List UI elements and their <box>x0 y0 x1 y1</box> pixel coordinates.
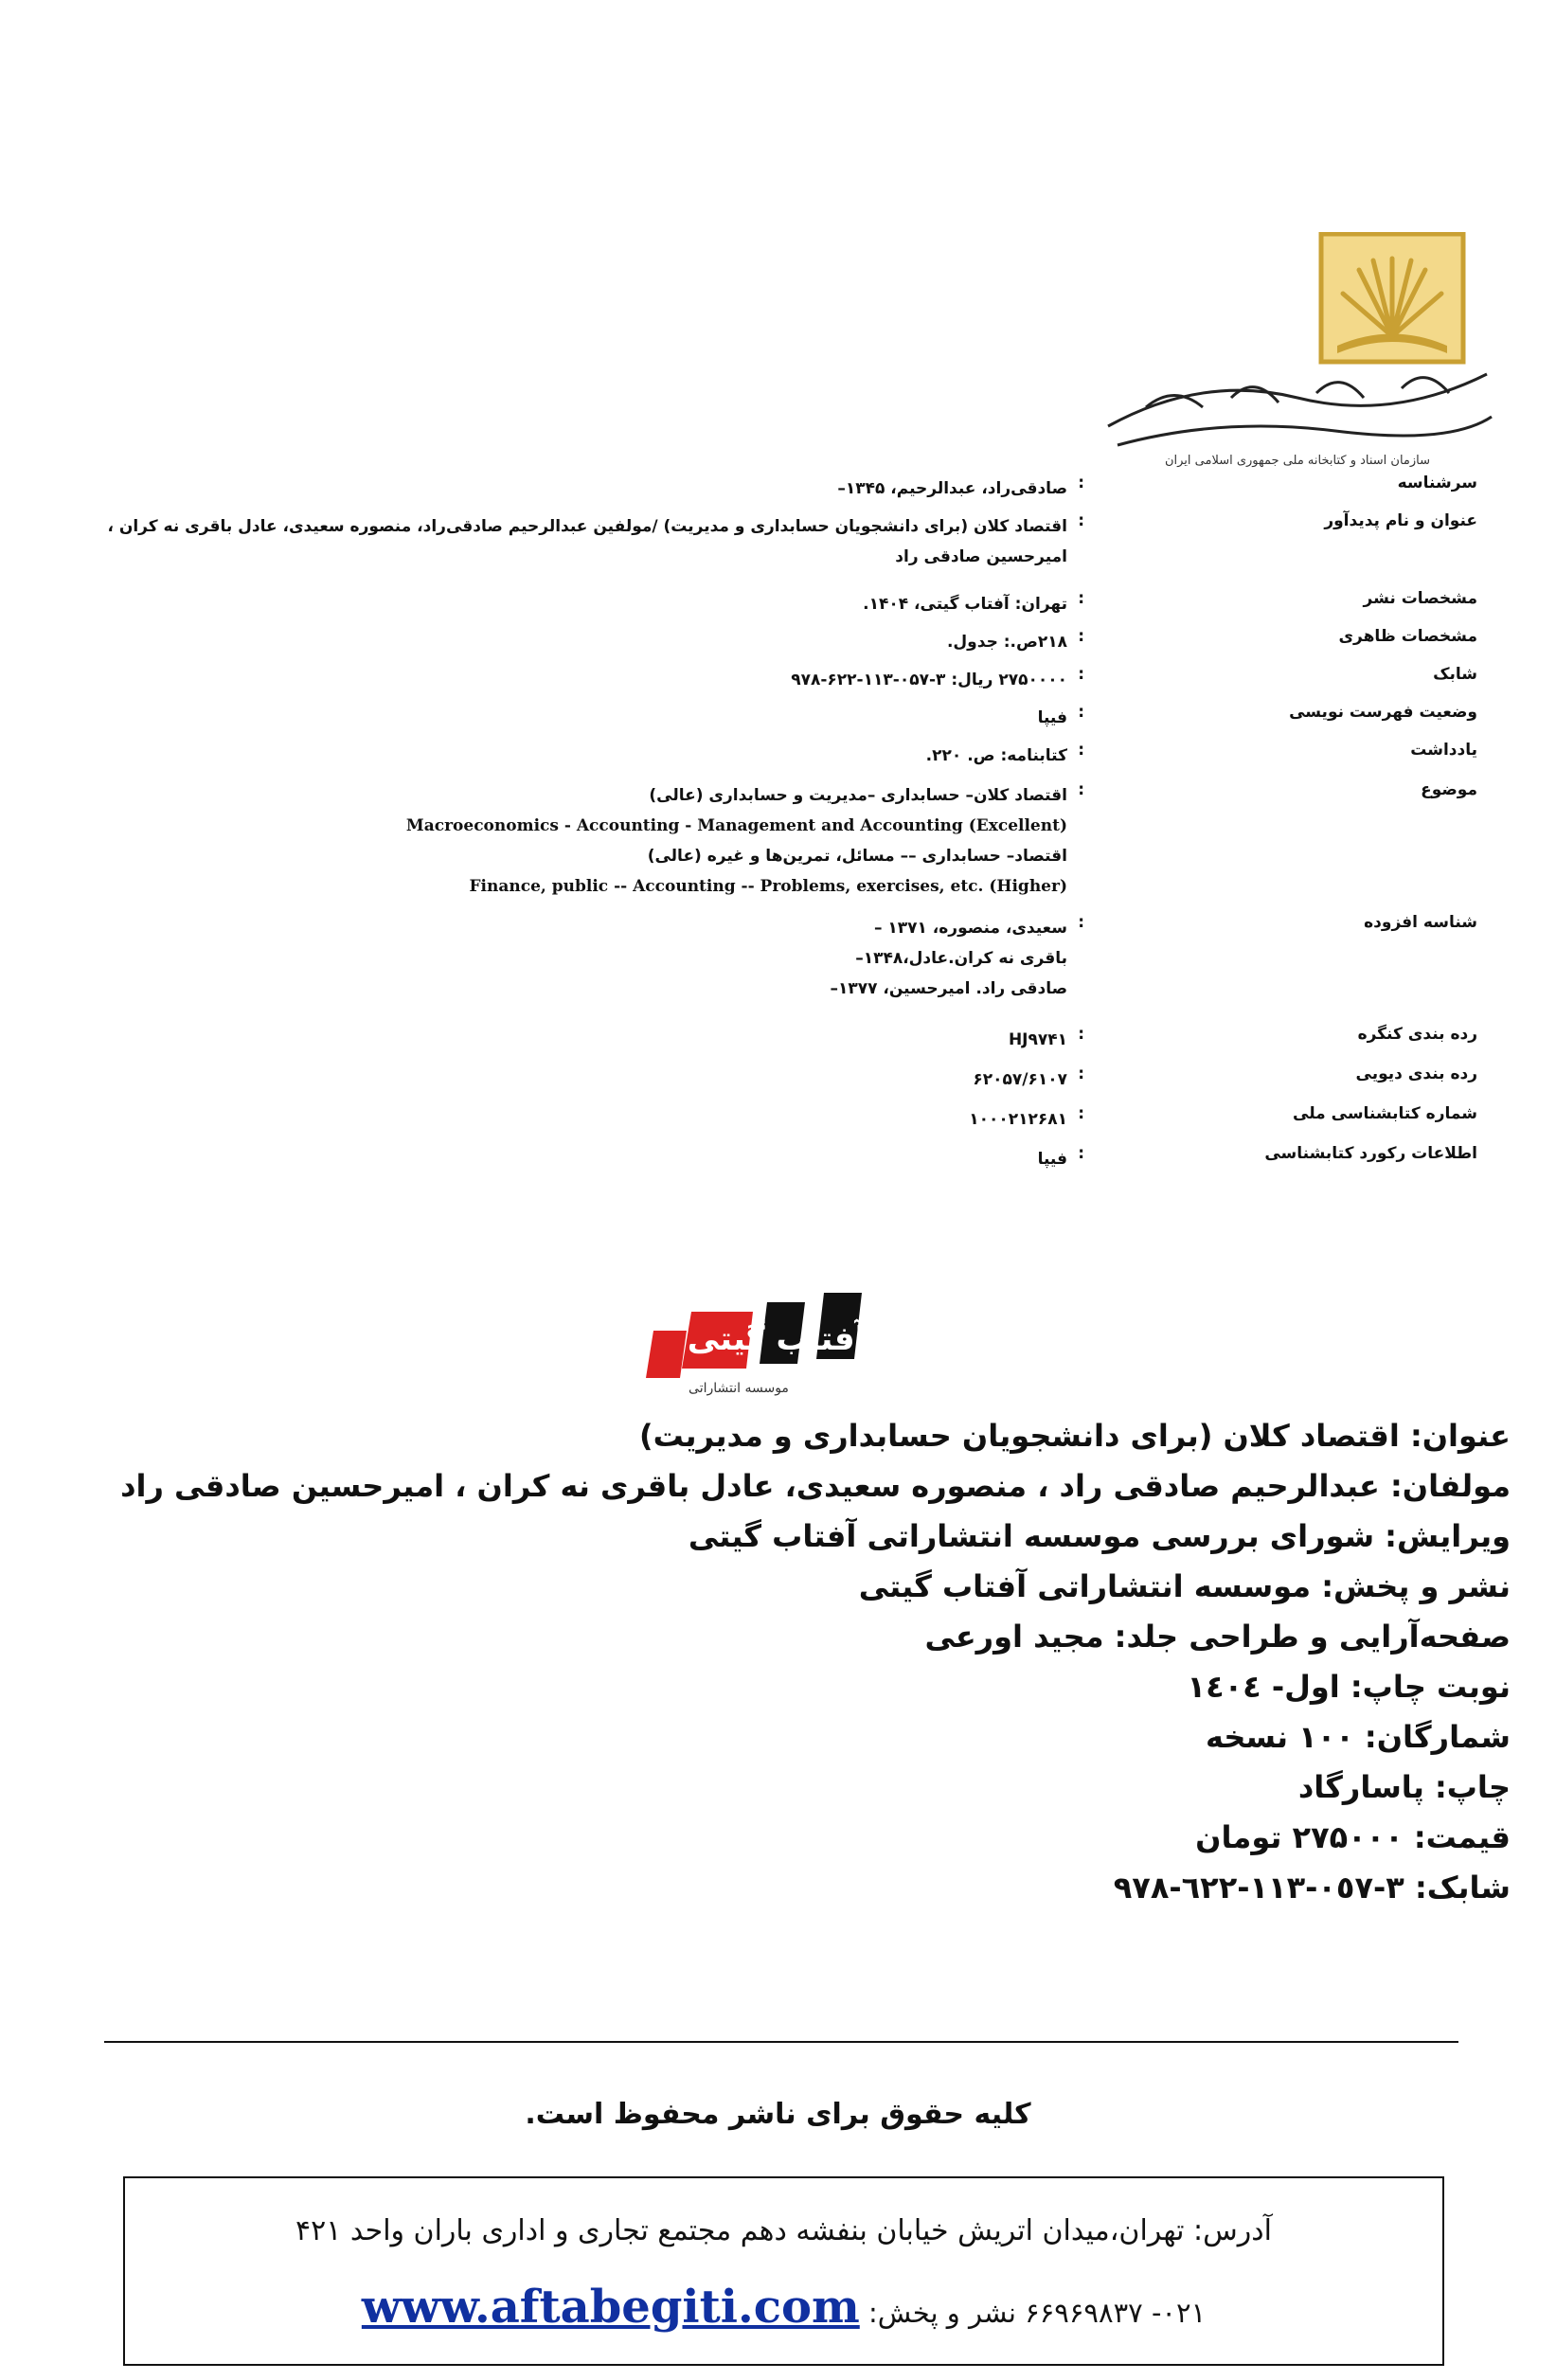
added-entry-line: صادقی راد. امیرحسین، ۱۳۷۷– <box>830 979 1067 998</box>
catalog-value: ۱۰۰۰۲۱۲۶۸۱ <box>969 1110 1067 1129</box>
detail-print-run: شمارگان: ١٠٠ نسخه <box>1205 1719 1511 1755</box>
catalog-label: اطلاعات رکورد کتابشناسی <box>1264 1144 1477 1163</box>
distribution-label: نشر و پخش: <box>867 2297 1016 2329</box>
catalog-colon: : <box>1078 703 1084 722</box>
catalog-label: مشخصات ظاهری <box>1338 627 1477 646</box>
catalog-row-physical <box>66 627 1487 665</box>
added-entry-line: باقری نه کران.عادل،۱۳۴۸– <box>855 949 1067 968</box>
catalog-label: رده بندی کنگره <box>1357 1025 1477 1044</box>
subject-line: اقتصاد کلان– حسابداری –مدیریت و حسابداری (عالی) <box>649 786 1067 805</box>
contact-line <box>125 2281 1442 2334</box>
copyright-notice: کلیه حقوق برای ناشر محفوظ است. <box>525 2098 1031 2131</box>
library-calligraphy <box>1108 374 1492 445</box>
publisher-logo <box>635 1274 919 1397</box>
detail-price: قیمت: ۲۷۵۰۰۰ تومان <box>1195 1819 1511 1855</box>
catalog-row-record-info <box>66 1144 1487 1184</box>
svg-text:سازمان اسناد و کتابخانه ملی جم: سازمان اسناد و کتابخانه ملی جمهوری اسلامی ایران <box>1164 454 1431 468</box>
subject-line-latin: Finance, public -- Accounting -- Problems, exercises, etc. (Higher) <box>469 877 1067 896</box>
svg-text:موسسه انتشاراتی: موسسه انتشاراتی <box>689 1381 789 1396</box>
catalog-value: صادقی‌راد، عبدالرحیم، ۱۳۴۵– <box>837 479 1067 498</box>
detail-authors: مولفان: عبدالرحیم صادقی راد ، منصوره سعیدی، عادل باقری نه کران ، امیرحسین صادقی راد <box>120 1468 1511 1504</box>
catalog-label: سرشناسه <box>1397 474 1477 492</box>
catalog-colon: : <box>1078 511 1084 530</box>
catalog-value <box>120 780 1067 902</box>
detail-layout-design: صفحه‌آرایی و طراحی جلد: مجید اورعی <box>924 1619 1511 1655</box>
address-box <box>123 2176 1444 2366</box>
catalog-colon: : <box>1078 1104 1084 1123</box>
catalog-colon: : <box>1078 1144 1084 1163</box>
catalog-value: فیپا <box>1037 1150 1067 1169</box>
subject-line: اقتصاد– حسابداری –– مسائل، تمرین‌ها و غیره (عالی) <box>647 847 1067 866</box>
catalog-colon: : <box>1078 1065 1084 1083</box>
catalog-row-publication <box>66 589 1487 627</box>
website-link[interactable]: www.aftabegiti.com <box>361 2281 860 2334</box>
detail-distribution: نشر و پخش: موسسه انتشاراتی آفتاب گیتی <box>858 1568 1511 1604</box>
catalog-colon: : <box>1078 741 1084 760</box>
catalog-value: تهران: آفتاب گیتی، ۱۴۰۴. <box>863 595 1067 614</box>
catalog-colon: : <box>1078 780 1084 799</box>
catalog-row-subject <box>66 780 1487 913</box>
added-entry-line: سعیدی، منصوره، ۱۳۷۱ – <box>873 919 1067 938</box>
catalog-value: اقتصاد کلان (برای دانشجویان حسابداری و مدیریت) /مولفین عبدالرحیم صادقی‌راد، منصوره سعیدی، عادل باقری نه کران ، امیرحسین صادقی راد <box>107 517 1067 566</box>
national-library-logo <box>1089 232 1506 469</box>
catalog-label: عنوان و نام پدیدآور <box>1324 511 1477 530</box>
address-line: آدرس: تهران،میدان اتریش خیابان بنفشه دهم مجتمع تجاری و اداری باران واحد ۴۲۱ <box>295 2214 1272 2247</box>
catalog-value: ۶۲۰۵۷/۶۱۰۷ <box>973 1070 1067 1089</box>
catalog-record <box>66 474 1487 1184</box>
catalog-colon: : <box>1078 913 1084 932</box>
catalog-value: ۲۷۵۰۰۰۰ ریال: ۳-۰۵۷-۱۱۳-۶۲۲-۹۷۸ <box>791 671 1067 689</box>
catalog-label: رده بندی دیویی <box>1355 1065 1477 1083</box>
catalog-label: شماره کتابشناسی ملی <box>1293 1104 1477 1123</box>
detail-editing: ویرایش: شورای بررسی موسسه انتشاراتی آفتاب گیتی <box>688 1518 1511 1554</box>
catalog-row-author <box>66 474 1487 511</box>
catalog-row-title <box>66 511 1487 589</box>
catalog-value: کتابنامه: ص. ۲۲۰. <box>925 746 1067 765</box>
phone-number: ۰۲۱- ۶۶۹۶۹۸۳۷ <box>1025 2297 1207 2329</box>
catalog-row-note <box>66 741 1487 780</box>
catalog-value: HJ۹۷۴۱ <box>1008 1030 1067 1049</box>
detail-edition: نوبت چاپ: اول- ١٤٠٤ <box>1187 1669 1511 1705</box>
catalog-label: مشخصات نشر <box>1363 589 1477 608</box>
detail-isbn: شابک: ٣-٠٥٧-١١٣-٦٢٢-٩٧٨ <box>1113 1870 1511 1906</box>
catalog-row-national-number <box>66 1104 1487 1144</box>
detail-printer: چاپ: پاسارگاد <box>1297 1769 1511 1805</box>
catalog-row-added-entry <box>66 913 1487 1025</box>
catalog-colon: : <box>1078 589 1084 608</box>
detail-title: عنوان: اقتصاد کلان (برای دانشجویان حسابداری و مدیریت) <box>639 1418 1511 1454</box>
catalog-label: شناسه افزوده <box>1364 913 1477 932</box>
catalog-label: وضعیت فهرست نویسی <box>1289 703 1477 722</box>
catalog-label: شابک <box>1433 665 1477 684</box>
subject-line-latin: Macroeconomics - Accounting - Management and Accounting (Excellent) <box>405 816 1067 835</box>
catalog-row-status <box>66 703 1487 741</box>
catalog-colon: : <box>1078 627 1084 646</box>
book-details <box>120 1411 1511 1913</box>
divider <box>104 2041 1458 2043</box>
catalog-colon: : <box>1078 665 1084 684</box>
catalog-value <box>120 913 1067 1004</box>
catalog-label: موضوع <box>1421 780 1477 799</box>
catalog-value: فیپا <box>1037 708 1067 727</box>
catalog-label: یادداشت <box>1410 741 1477 760</box>
catalog-value: ۲۱۸ص.: جدول. <box>946 633 1067 652</box>
svg-text:آفتاب گیتی: آفتاب گیتی <box>687 1320 867 1358</box>
catalog-colon: : <box>1078 474 1084 492</box>
catalog-row-dewey <box>66 1065 1487 1104</box>
catalog-row-lc-class <box>66 1025 1487 1065</box>
catalog-row-isbn <box>66 665 1487 703</box>
library-emblem-icon <box>1321 234 1463 362</box>
catalog-colon: : <box>1078 1025 1084 1044</box>
